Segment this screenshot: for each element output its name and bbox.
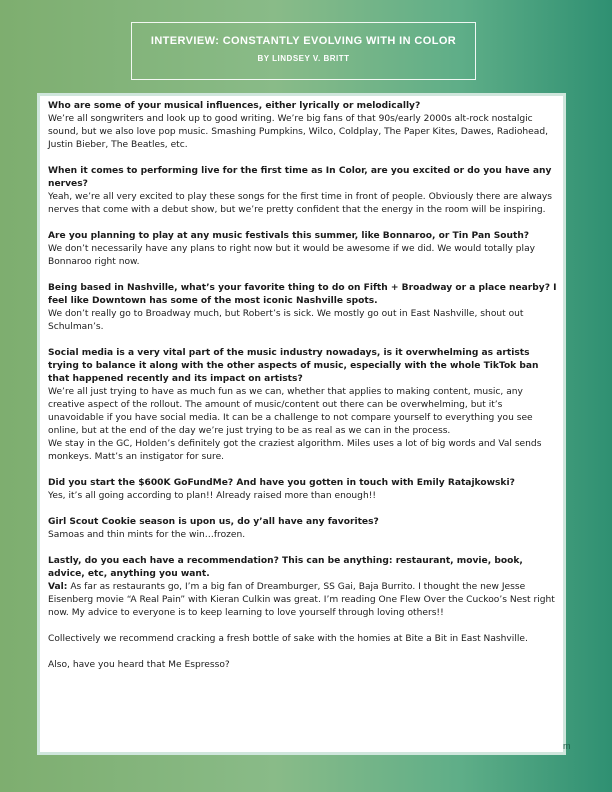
qa-nashville <box>48 282 559 334</box>
speaker-label: Val: <box>48 582 68 592</box>
answer-text: We’re all just trying to have as much fun as we can, whether that applies to making content, music, any creative aspect of the rollout. The amount of music/content out there can be overwhelming, but it’s unavoidable if you have social media. It can be a challenge to not compare yourself to everything you see online, but at the end of the day we’re just trying to be as real as we can in the process. <box>48 387 533 436</box>
question-text: Lastly, do you each have a recommendation? This can be anything: restaurant, movie, book, advice, etc, anything you want. <box>48 556 523 579</box>
answer-text <box>48 581 559 620</box>
qa-live-performance <box>48 165 559 217</box>
closing-paragraph: Also, have you heard that Me Espresso? <box>48 660 230 670</box>
qa-cookies <box>48 516 559 542</box>
answer-text: We don’t necessarily have any plans to right now but it would be awesome if we did. We would totally play Bonnaroo right now. <box>48 244 536 267</box>
qa-festivals <box>48 230 559 269</box>
qa-recommendations <box>48 555 559 620</box>
article-title: INTERVIEW: CONSTANTLY EVOLVING WITH IN COLOR <box>150 35 457 47</box>
answer-body: As far as restaurants go, I’m a big fan of Dreamburger, SS Gai, Baja Burrito. I thought the new Jesse Eisenberg movie “A Real Pain” with Kieran Culkin was great. I’m reading One Flew Over the Cuckoo’s Nest right now. My advice to everyone is to keep learning to love yourself through loving others!! <box>48 582 555 618</box>
answer-text: Yes, it’s all going according to plan!! Already raised more than enough!! <box>48 491 376 501</box>
corner-mark: m <box>563 741 571 751</box>
question-text: Who are some of your musical influences, either lyrically or melodically? <box>48 101 421 111</box>
question-text: Girl Scout Cookie season is upon us, do y’all have any favorites? <box>48 517 379 527</box>
qa-influences <box>48 100 559 152</box>
question-text: Are you planning to play at any music festivals this summer, like Bonnaroo, or Tin Pan South? <box>48 231 530 241</box>
answer-text: Samoas and thin mints for the win…frozen. <box>48 530 246 540</box>
question-text: Being based in Nashville, what’s your favorite thing to do on Fifth + Broadway or a place nearby? I feel like Downtown has some of the most iconic Nashville spots. <box>48 283 557 306</box>
question-text: Social media is a very vital part of the music industry nowadays, is it overwhelming as artists trying to balance it along with the other aspects of music, especially with the whole TikTok ban that happened recently and its impact on artists? <box>48 348 539 384</box>
question-text: When it comes to performing live for the first time as In Color, are you excited or do you have any nerves? <box>48 166 552 189</box>
answer-text: Yeah, we’re all very excited to play these songs for the first time in front of people. Obviously there are always nerves that come with a debut show, but we’re pretty confident that the energy in the room will be inspiring. <box>48 192 553 215</box>
question-text: Did you start the $600K GoFundMe? And have you gotten in touch with Emily Ratajkowski? <box>48 478 515 488</box>
article-byline: BY LINDSEY V. BRITT <box>257 54 350 63</box>
qa-social-media <box>48 347 559 464</box>
answer-text-continued: We stay in the GC, Holden’s definitely got the craziest algorithm. Miles uses a lot of big words and Val sends monkeys. Matt’s an instigator for sure. <box>48 439 542 462</box>
qa-gofundme <box>48 477 559 503</box>
answer-text: We’re all songwriters and look up to good writing. We’re big fans of that 90s/early 2000s alt-rock nostalgic sound, but we also love pop music. Smashing Pumpkins, Wilco, Coldplay, The Paper Kites, Dawes, Radiohead, Justin Bieber, The Beatles, etc. <box>48 114 548 150</box>
closing-paragraph: Collectively we recommend cracking a fresh bottle of sake with the homies at Bite a Bit in East Nashville. <box>48 634 528 644</box>
article-title-box <box>131 22 476 80</box>
interview-content <box>37 93 566 755</box>
answer-text: We don’t really go to Broadway much, but Robert’s is sick. We mostly go out in East Nashville, shout out Schulman’s. <box>48 309 524 332</box>
